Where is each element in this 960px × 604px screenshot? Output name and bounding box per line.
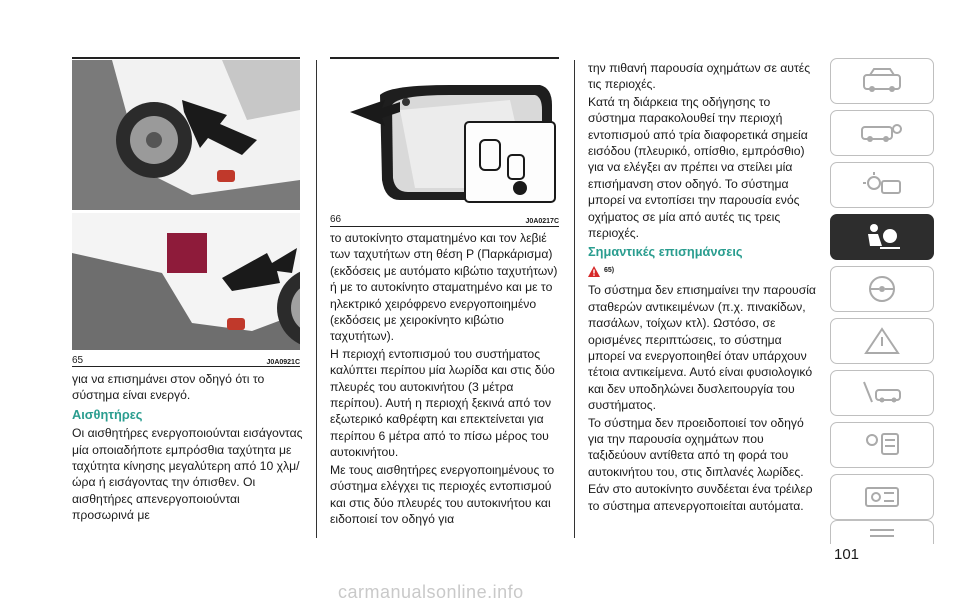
important-notes-heading: Σημαντικές επισημάνσεις	[588, 244, 743, 260]
top-rule-left	[72, 57, 300, 59]
right-p3: Το σύστημα δεν επισημαίνει την παρουσία σταθερών αντικειμένων (π.χ. πινακίδων, πασάλων, τοίχων κτλ). Ωστόσο, σε ορισμένες περιπτώσεις, το σύστημα μπορεί να ενεργοποιηθεί όταν υπάρχουν τέτοια αντικείμενα. Αυτό είναι φυσιολογικό και δεν υποδηλώνει δυσλειτουργία του συστήματος.	[588, 283, 816, 413]
tab-safety-car[interactable]	[830, 110, 934, 156]
right-p4: Το σύστημα δεν προειδοποιεί τον οδηγό για την παρουσία οχημάτων που ταξιδεύουν αντίθετα από τη φορά του αυτοκινήτου του, στις διπλανές λωρίδες.	[588, 415, 804, 479]
rear-bumper-photo-top	[72, 60, 300, 210]
tab-starting-driving[interactable]	[830, 266, 934, 312]
middle-column	[330, 230, 564, 528]
tab-dashboard[interactable]	[830, 58, 934, 104]
middle-p1: το αυτοκίνητο σταματημένο και τον λεβιέ των ταχυτήτων στη θέση P (Παρκάρισμα) (εκδόσεις με αυτόματο κιβώτιο ταχυτήτων) ή με το αυτοκίνητο σταματημένο και με το ηλεκτρικό χειρόφρενο ενεργοποιημένο (εκδόσεις με χειροκίνητο κιβώτιο ταχυτήτων).	[330, 231, 558, 344]
car-key-icon	[860, 119, 904, 147]
wrench-car-icon	[860, 378, 904, 408]
middle-p3: Με τους αισθητήρες ενεργοποιημένους το σύστημα ελέγχει τις περιοχές εντοπισμού και στις δύο πλευρές του αυτοκινήτου και ειδοποιεί τον οδηγό για	[330, 462, 555, 526]
technical-data-icon	[860, 430, 904, 460]
mirror-illustration	[330, 60, 559, 208]
page-number: 101	[834, 546, 860, 563]
figure-66-code: J0A0217C	[525, 218, 559, 225]
left-body: Οι αισθητήρες ενεργοποιούνται εισάγοντας μία οποιαδήποτε εμπρόσθια ταχύτητα με ταχύτητα κίνησης μεγαλύτερη από 10 χλμ/ώρα ή εισάγοντας την όπισθεν. Οι αισθητήρες απενεργοποιούνται προσωρινά με	[72, 426, 303, 523]
figure-66-rule	[330, 226, 559, 227]
tab-multimedia[interactable]	[830, 474, 934, 520]
tab-index[interactable]	[830, 520, 934, 544]
figure-66-caption	[330, 211, 559, 225]
warning-triangle-icon	[588, 266, 600, 277]
multimedia-icon	[860, 482, 904, 512]
hazard-triangle-icon	[860, 326, 904, 356]
tab-technical-data[interactable]	[830, 422, 934, 468]
left-column	[72, 371, 304, 525]
right-column	[588, 60, 820, 515]
tab-emergency[interactable]	[830, 318, 934, 364]
watermark: carmanualsonline.info	[338, 582, 524, 602]
middle-p2: Η περιοχή εντοπισμού του συστήματος καλύπτει περίπου μία λωρίδα και στις δύο πλευρές του αυτοκινήτου (3 μέτρα περίπου). Αυτή η περιοχή ξεκινά από τον εξωτερικό καθρέφτη και επεκτείνεται για περίπου 6 μέτρα από το πίσω μέρος του αυτοκινήτου.	[330, 346, 555, 460]
figure-65-number: 65	[72, 355, 84, 366]
figure-65-rule	[72, 366, 300, 367]
figure-65-code: J0A0921C	[266, 359, 300, 366]
warning-reference	[588, 263, 820, 279]
right-p1: την πιθανή παρουσία οχημάτων σε αυτές τις περιοχές.	[588, 61, 811, 92]
right-p5: Εάν στο αυτοκίνητο συνδέεται ένα τρέιλερ το σύστημα απενεργοποιείται αυτόματα.	[588, 482, 813, 513]
column-divider-2	[574, 60, 575, 538]
tab-servicing[interactable]	[830, 370, 934, 416]
alphabet-index-icon	[860, 524, 904, 542]
warning-number: 65)	[604, 266, 615, 274]
tab-safety-active[interactable]	[830, 214, 934, 260]
column-divider-1	[316, 60, 317, 538]
figure-66-number: 66	[330, 214, 342, 225]
airbag-seat-icon	[860, 222, 904, 252]
top-rule-middle	[330, 57, 559, 59]
tab-lights[interactable]	[830, 162, 934, 208]
dashboard-car-icon	[860, 67, 904, 95]
right-p2: Κατά τη διάρκεια της οδήγησης το σύστημα παρακολουθεί την περιοχή εντοπισμού από τρία διαφορετικά σημεία εισόδου (πλευρικό, οπίσθιο, εμπρόσθιο) για να ελέγξει αν πρέπει να στείλει μία επισήμανση στον οδηγό. Το σύστημα μπορεί να εντοπίσει την παρουσία ενός οχήματος σε μία από αυτές τις τρεις περιοχές.	[588, 94, 808, 241]
steering-wheel-icon	[860, 274, 904, 304]
left-intro: για να επισημάνει στον οδηγό ότι το σύστημα είναι ενεργό.	[72, 372, 265, 403]
rear-bumper-photo-bottom	[72, 213, 300, 350]
sensors-heading: Αισθητήρες	[72, 406, 143, 422]
figure-65-caption	[72, 352, 300, 366]
warning-lights-icon	[860, 171, 904, 199]
